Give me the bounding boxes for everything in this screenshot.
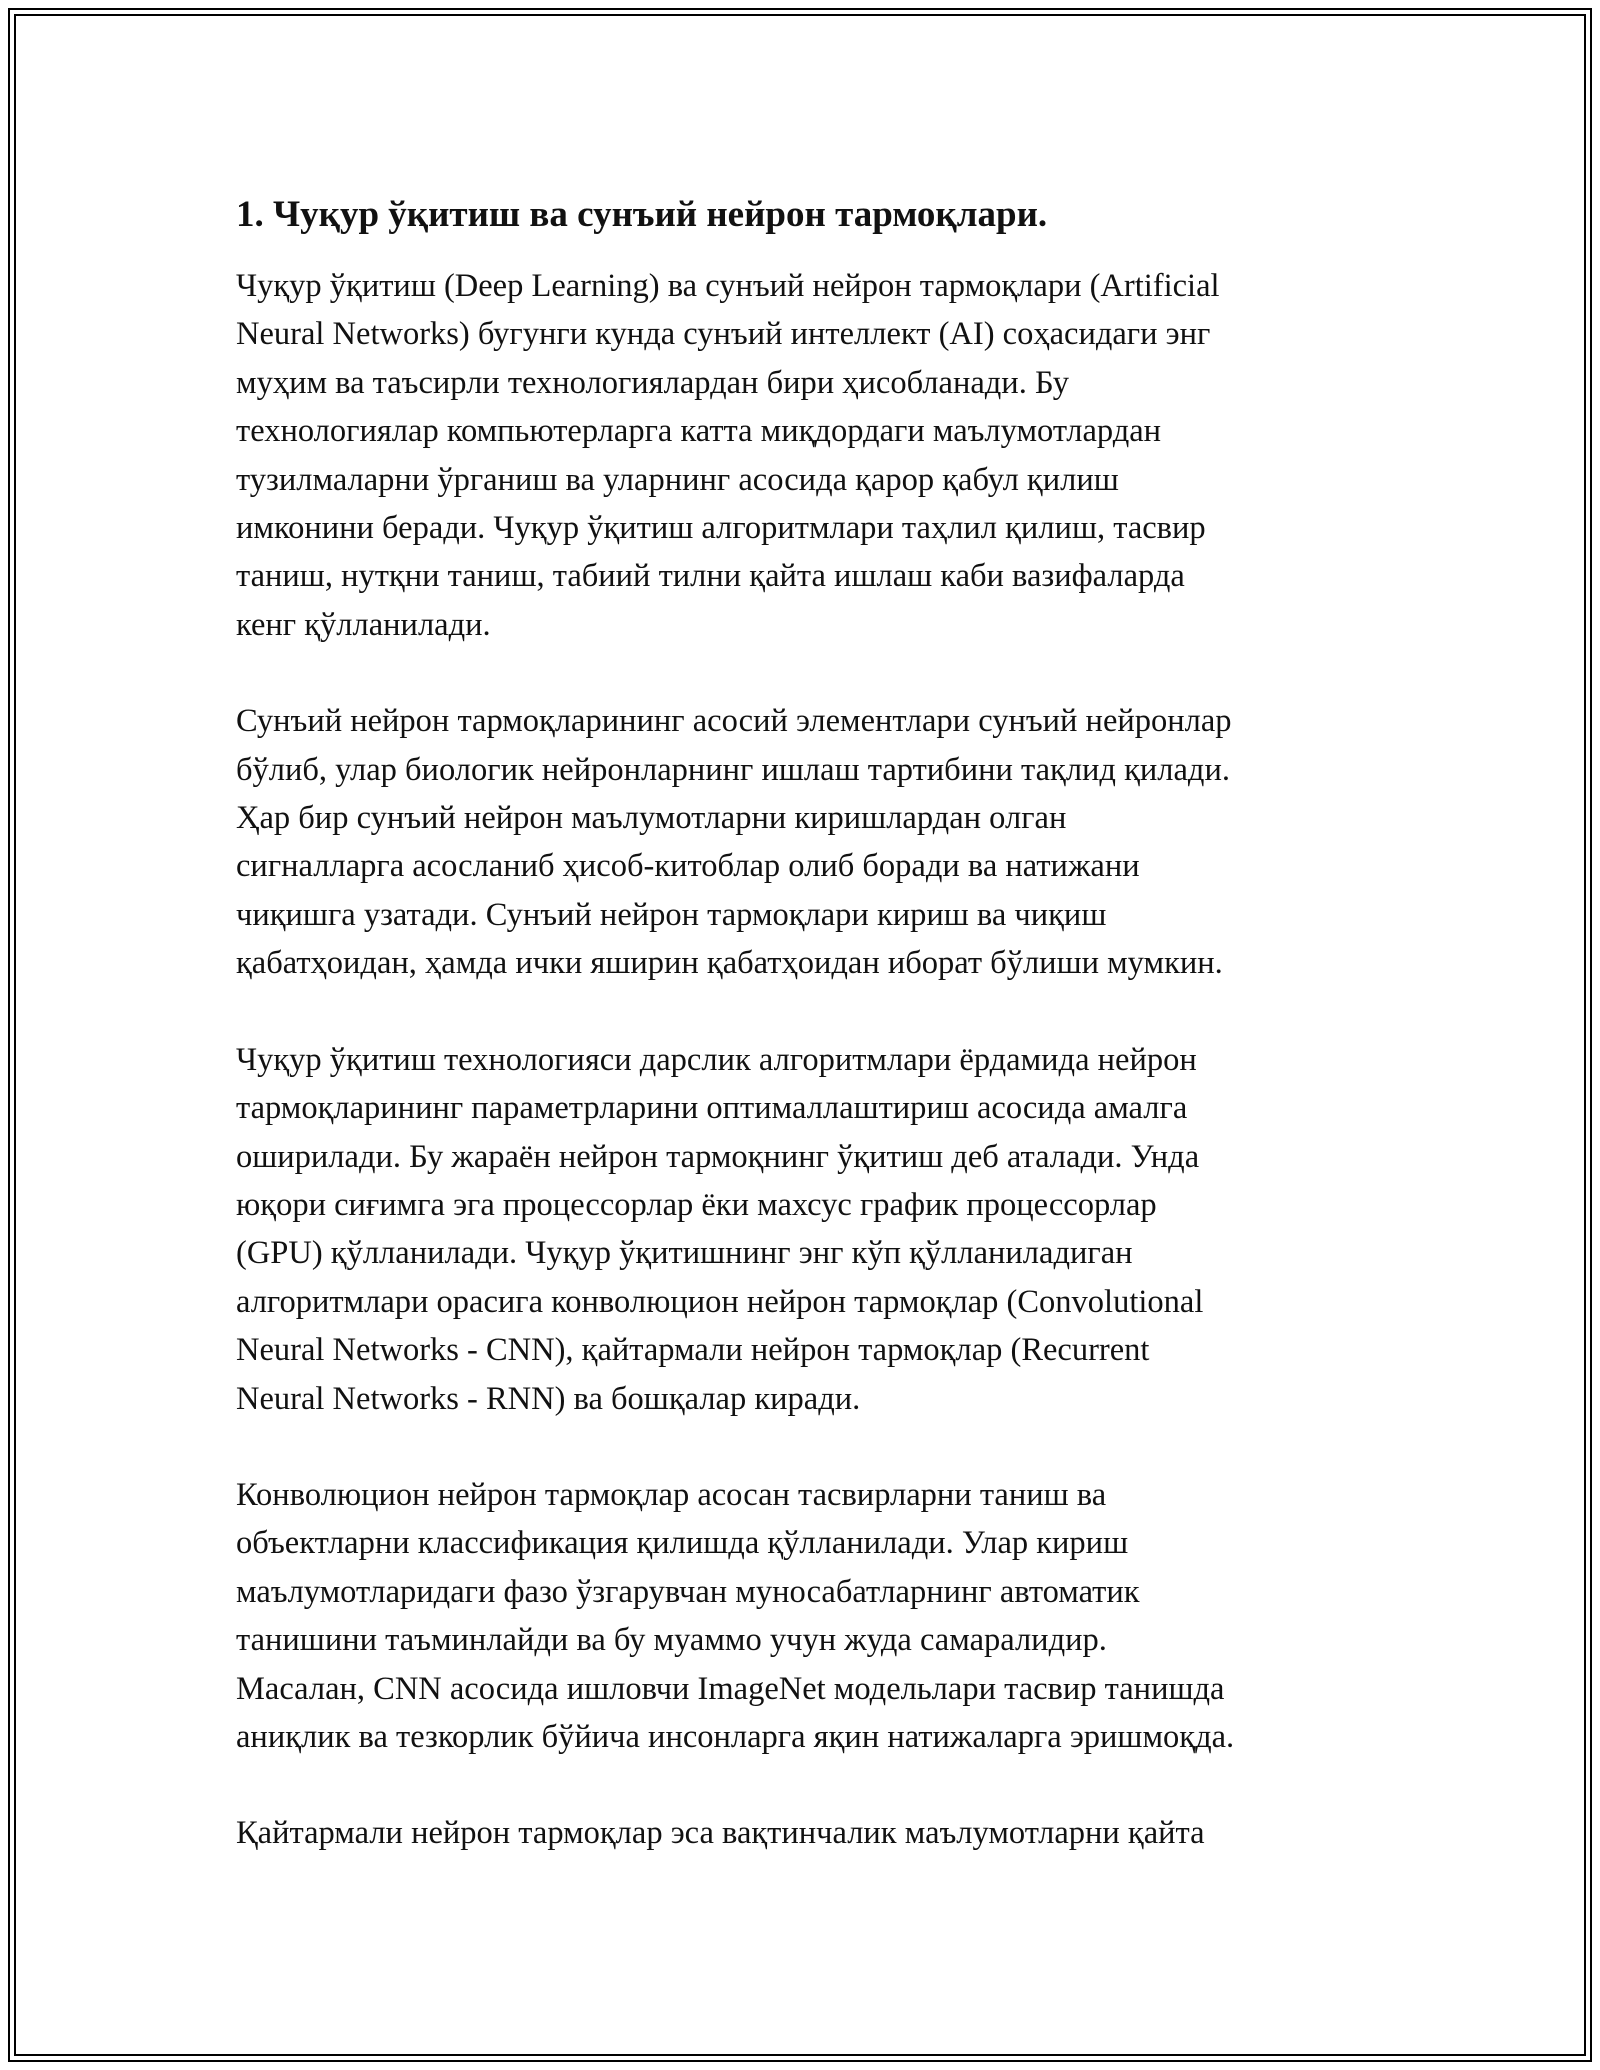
text-line: тузилмаларни ўрганиш ва уларнинг асосида қарор қабул қилиш <box>236 461 1119 498</box>
text-line: тармоқларининг параметрларини оптималлаштириш асосида амалга <box>236 1090 1188 1127</box>
text-line: оширилади. Бу жараён нейрон тармоқнинг ўқитиш деб аталади. Унда <box>236 1138 1200 1175</box>
paragraph <box>236 1809 1386 1857</box>
text-line: кенг қўлланилади. <box>236 606 491 643</box>
text-line: Neural Networks - CNN), қайтармали нейрон тармоқлар (Recurrent <box>236 1332 1150 1369</box>
text-line: юқори сиғимга эга процессорлар ёки махсус график процессорлар <box>236 1186 1157 1223</box>
paragraph <box>236 1036 1386 1423</box>
text-line: Масалан, CNN асосида ишловчи ImageNet модельлари тасвир танишда <box>236 1670 1225 1707</box>
paragraph <box>236 262 1386 649</box>
paragraph <box>236 697 1386 987</box>
text-line: (GPU) қўлланилади. Чуқур ўқитишнинг энг кўп қўлланиладиган <box>236 1235 1133 1272</box>
text-line: Ҳар бир сунъий нейрон маълумотларни киришлардан олган <box>236 800 1067 837</box>
text-line: Сунъий нейрон тармоқларининг асосий элементлари сунъий нейронлар <box>236 703 1232 740</box>
document-body <box>236 186 1386 1906</box>
text-line: алгоритмлари орасига конволюцион нейрон тармоқлар (Convolutional <box>236 1283 1204 1320</box>
text-line: технологиялар компьютерларга катта миқдордаги маълумотлардан <box>236 413 1162 450</box>
text-line: Чуқур ўқитиш (Deep Learning) ва сунъий нейрон тармоқлари (Artificial <box>236 268 1220 304</box>
text-line: имконини беради. Чуқур ўқитиш алгоритмлари таҳлил қилиш, тасвир <box>236 510 1206 547</box>
text-line: сигналларга асосланиб ҳисоб-китоблар олиб боради ва натижани <box>236 848 1140 885</box>
text-line: Конволюцион нейрон тармоқлар асосан тасвирларни таниш ва <box>236 1476 1107 1513</box>
text-line: чиқишга узатади. Сунъий нейрон тармоқлари кириш ва чиқиш <box>236 896 1107 933</box>
text-line: муҳим ва таъсирли технологиялардан бири ҳисобланади. Бу <box>236 364 1070 401</box>
text-line: бўлиб, улар биологик нейронларнинг ишлаш тартибини тақлид қилади. <box>236 751 1230 788</box>
text-line: объектларни классификация қилишда қўлланилади. Улар кириш <box>236 1525 1129 1562</box>
text-line: қабатҳоидан, ҳамда ички яширин қабатҳоидан иборат бўлиши мумкин. <box>236 945 1223 982</box>
text-line: танишини таъминлайди ва бу муаммо учун жуда самаралидир. <box>236 1622 1107 1659</box>
paragraph-list <box>236 262 1386 1858</box>
text-line: маълумотларидаги фазо ўзгарувчан муносабатларнинг автоматик <box>236 1573 1140 1610</box>
text-line: Қайтармали нейрон тармоқлар эса вақтинчалик маълумотларни қайта <box>236 1815 1205 1852</box>
text-line: аниқлик ва тезкорлик бўйича инсонларга яқин натижаларга эришмоқда. <box>236 1718 1235 1755</box>
text-line: Neural Networks) бугунги кунда сунъий интеллект (AI) соҳасидаги энг <box>236 316 1211 353</box>
text-line: таниш, нутқни таниш, табиий тилни қайта ишлаш каби вазифаларда <box>236 558 1185 595</box>
text-line: Чуқур ўқитиш технологияси дарслик алгоритмлари ёрдамида нейрон <box>236 1041 1197 1078</box>
text-line: Neural Networks - RNN) ва бошқалар киради. <box>236 1380 861 1417</box>
section-heading: 1. Чуқур ўқитиш ва сунъий нейрон тармоқлари. <box>236 194 1048 235</box>
paragraph <box>236 1471 1386 1761</box>
